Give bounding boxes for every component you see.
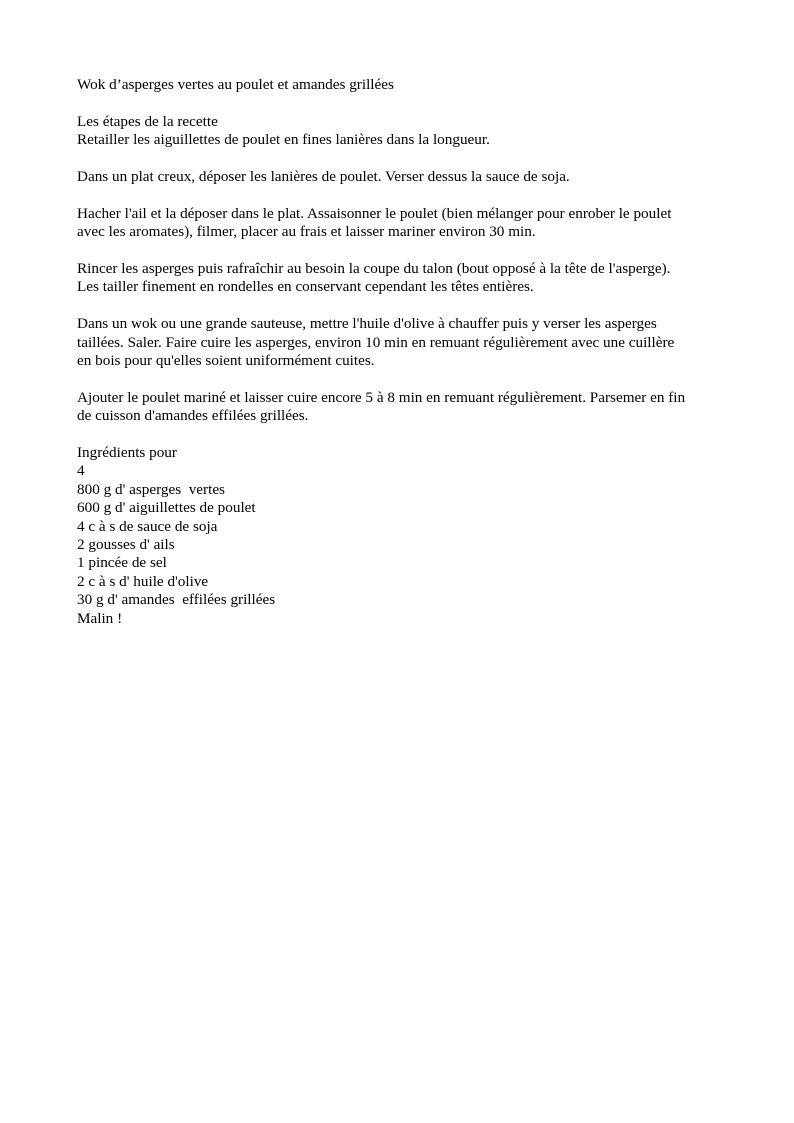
servings-count: 4 [77, 462, 85, 480]
step-6-block [77, 389, 727, 426]
step-3: Hacher l'ail et la déposer dans le plat. Assaisonner le poulet (bien mélanger pour enrober le poulet avec les aromates), filmer, placer au frais et laisser mariner environ 30 min. [77, 204, 672, 241]
step-4-block [77, 260, 727, 297]
ingredient-item: 30 g d' amandes effilées grillées [77, 591, 276, 609]
ingredient-item: 600 g d' aiguillettes de poulet [77, 499, 256, 517]
step-2: Dans un plat creux, déposer les lanières de poulet. Verser dessus la sauce de soja. [77, 168, 570, 185]
step-2-block [77, 168, 727, 186]
ingredients-block [77, 444, 727, 628]
ingredient-item: 2 gousses d' ails [77, 536, 175, 554]
step-6: Ajouter le poulet mariné et laisser cuire encore 5 à 8 min en remuant régulièrement. Parsemer en fin de cuisson d'amandes effilées grillées. [77, 388, 686, 425]
step-4: Rincer les asperges puis rafraîchir au besoin la coupe du talon (bout opposé à la tête de l'asperge). Les tailler finement en rondelles en conservant cependant les têtes entières. [77, 260, 671, 296]
step-5-block [77, 315, 727, 370]
ingredient-item: 1 pincée de sel [77, 554, 167, 572]
recipe-title-block [77, 76, 727, 94]
step-5: Dans un wok ou une grande sauteuse, mettre l'huile d'olive à chauffer puis y verser les asperges taillées. Saler. Faire cuire les asperges, environ 10 min en remuant régulièrement avec une cuillère en bois pour qu'elles soient uniformément cuites. [77, 315, 675, 370]
ingredient-item: 4 c à s de sauce de soja [77, 517, 218, 535]
step-3-block [77, 205, 727, 242]
footer-note: Malin ! [77, 609, 123, 627]
ingredient-item: 800 g d' asperges vertes [77, 480, 225, 498]
recipe-title: Wok d’asperges vertes au poulet et amandes grillées [77, 76, 394, 93]
ingredient-item: 2 c à s d' huile d'olive [77, 572, 209, 590]
step-1-block [77, 113, 727, 150]
document-page [77, 76, 727, 628]
ingredients-heading: Ingrédients pour [77, 444, 177, 462]
step-1: Retailler les aiguillettes de poulet en fines lanières dans la longueur. [77, 131, 490, 149]
steps-heading: Les étapes de la recette [77, 112, 218, 130]
